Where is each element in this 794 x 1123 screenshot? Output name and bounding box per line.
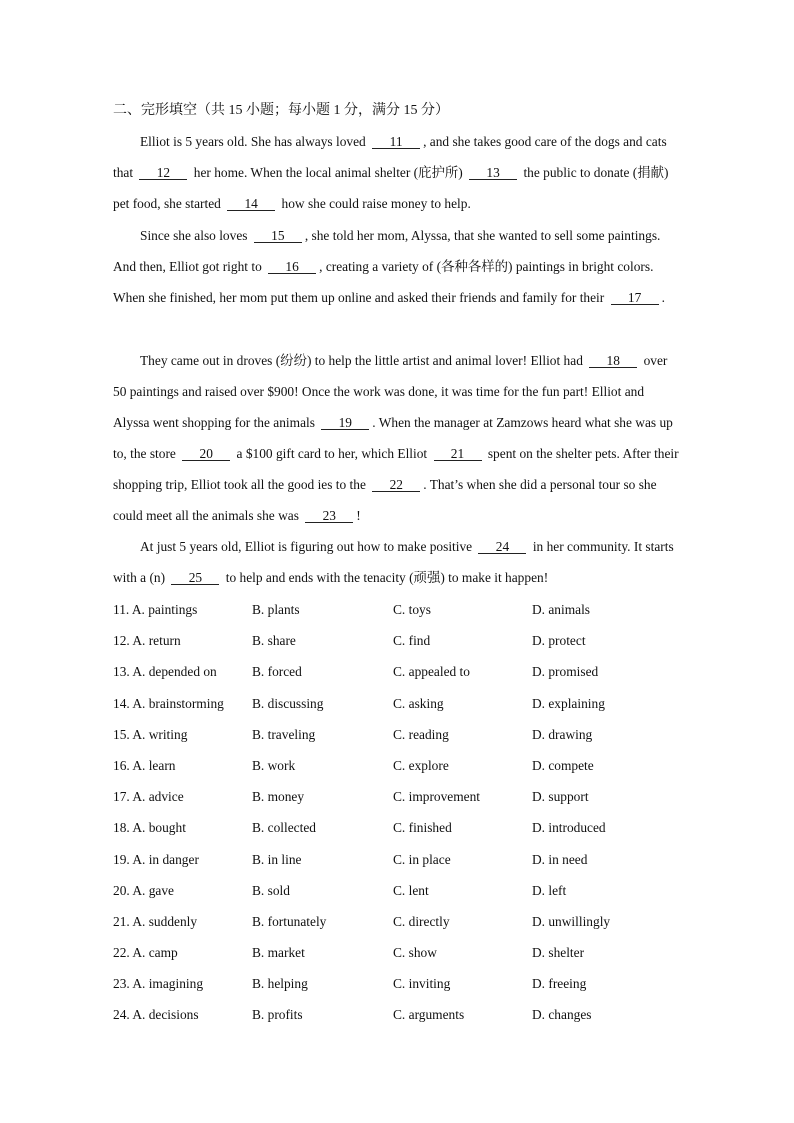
option-c: C. toys xyxy=(393,602,431,617)
option-b: B. in line xyxy=(252,851,302,867)
option-a: 15. A. writing xyxy=(113,726,188,742)
option-a: 16. A. learn xyxy=(113,757,176,773)
option-c: C. arguments xyxy=(393,1007,465,1023)
option-c: C. find xyxy=(393,633,431,649)
option-b: B. forced xyxy=(252,664,302,680)
passage-text: a $100 gift card to her, which Elliot xyxy=(233,446,431,461)
option-a: 17. A. advice xyxy=(113,789,184,805)
option-a: 14. A. brainstorming xyxy=(113,695,224,711)
question-row xyxy=(113,688,713,719)
option-d: D. promised xyxy=(532,664,599,680)
option-c: C. finished xyxy=(393,820,452,836)
option-c: C. show xyxy=(393,945,437,961)
option-d: D. protect xyxy=(532,633,586,649)
passage-text: , creating a variety of (各种各样的) paintings in bright colors. When she finished, her mom put them up online and asked their friends and family for their xyxy=(113,259,654,305)
question-list xyxy=(113,594,713,1031)
passage-text: . When the manager at Zamzows heard what she was up to, the store xyxy=(113,415,673,461)
passage-text: Since she also loves xyxy=(140,228,251,243)
passage-text: to help and ends with the tenacity (顽强) to make it happen! xyxy=(222,570,549,585)
option-b: B. sold xyxy=(252,882,290,898)
option-c: C. inviting xyxy=(393,976,451,992)
option-d: D. changes xyxy=(532,1007,592,1023)
option-b: B. profits xyxy=(252,1007,303,1023)
option-a: 22. A. camp xyxy=(113,945,178,961)
option-b: B. money xyxy=(252,789,305,805)
blank-23: 23 xyxy=(305,509,353,523)
passage-text: ! xyxy=(356,508,361,523)
option-c: C. appealed to xyxy=(393,664,470,680)
option-a: 20. A. gave xyxy=(113,882,174,898)
question-row xyxy=(113,999,713,1030)
option-b: B. work xyxy=(252,757,296,773)
passage-text: . That’s when she did a personal tour so she could meet all the animals she was xyxy=(113,477,657,523)
option-a: 11. A. paintings xyxy=(113,602,198,617)
option-a: 19. A. in danger xyxy=(113,851,199,867)
option-d: D. introduced xyxy=(532,820,606,836)
passage-text: . xyxy=(661,290,665,305)
option-c: C. lent xyxy=(393,882,429,898)
question-row xyxy=(113,594,713,625)
blank-22: 22 xyxy=(372,478,420,492)
section-title: 二、完形填空（共 15 小题；每小题 1 分，满分 15 分） xyxy=(113,103,449,118)
option-c: C. reading xyxy=(393,726,449,742)
option-b: B. collected xyxy=(252,820,316,836)
question-row xyxy=(113,750,713,781)
option-a: 18. A. bought xyxy=(113,820,186,836)
option-d: D. unwillingly xyxy=(532,913,611,929)
blank-12: 12 xyxy=(139,166,187,180)
passage-paragraph-2 xyxy=(113,220,679,313)
passage-text: in her community. It starts with a (n) xyxy=(113,539,674,585)
blank-19: 19 xyxy=(321,416,369,430)
blank-15: 15 xyxy=(254,229,302,243)
passage-paragraph-3 xyxy=(113,345,679,531)
blank-24: 24 xyxy=(478,540,526,554)
option-a: 21. A. suddenly xyxy=(113,913,198,929)
option-b: B. share xyxy=(252,633,296,649)
option-b: B. fortunately xyxy=(252,913,327,929)
blank-21: 21 xyxy=(434,447,482,461)
option-c: C. explore xyxy=(393,757,449,773)
option-c: C. directly xyxy=(393,913,450,929)
blank-16: 16 xyxy=(268,260,316,274)
question-row xyxy=(113,937,713,968)
question-row xyxy=(113,906,713,937)
passage-text: Elliot is 5 years old. She has always loved xyxy=(140,134,370,149)
blank-13: 13 xyxy=(469,166,517,180)
passage-text: her home. When the local animal shelter (庇护所) xyxy=(190,165,467,180)
blank-14: 14 xyxy=(227,197,275,211)
option-d: D. shelter xyxy=(532,945,585,961)
question-row xyxy=(113,968,713,999)
blank-25: 25 xyxy=(171,571,219,585)
option-b: B. helping xyxy=(252,976,308,992)
passage-text: how she could raise money to help. xyxy=(278,196,471,211)
question-row xyxy=(113,781,713,812)
question-row xyxy=(113,719,713,750)
option-b: B. plants xyxy=(252,602,300,617)
option-a: 12. A. return xyxy=(113,633,181,649)
question-row xyxy=(113,625,713,656)
option-d: D. left xyxy=(532,882,567,898)
option-d: D. animals xyxy=(532,602,591,617)
question-row xyxy=(113,656,713,687)
option-c: C. improvement xyxy=(393,789,481,805)
passage-text: They came out in droves (纷纷) to help the little artist and animal lover! Elliot had xyxy=(140,353,587,368)
option-d: D. drawing xyxy=(532,726,593,742)
option-d: D. explaining xyxy=(532,695,605,711)
option-b: B. traveling xyxy=(252,726,316,742)
blank-17: 17 xyxy=(611,291,659,305)
passage-text: , she told her mom, Alyssa, that she wanted to sell some paintings. And then, Elliot got right to xyxy=(113,228,661,274)
passage-text: the public to donate (捐献) pet food, she started xyxy=(113,165,669,211)
passage-paragraph-4 xyxy=(113,531,679,593)
passage-paragraph-1 xyxy=(113,126,679,219)
option-c: C. in place xyxy=(393,851,451,867)
question-row xyxy=(113,844,713,875)
option-c: C. asking xyxy=(393,695,444,711)
option-b: B. market xyxy=(252,945,305,961)
passage-text: At just 5 years old, Elliot is figuring out how to make positive xyxy=(140,539,476,554)
passage-text: spent on the shelter pets. After their shopping trip, Elliot took all the good ies to the xyxy=(113,446,679,492)
blank-20: 20 xyxy=(182,447,230,461)
option-d: D. compete xyxy=(532,757,594,773)
passage-text: , and she takes good care of the dogs and cats that xyxy=(113,134,667,180)
question-row xyxy=(113,875,713,906)
option-d: D. support xyxy=(532,789,589,805)
option-a: 13. A. depended on xyxy=(113,664,217,680)
question-row xyxy=(113,812,713,843)
option-a: 24. A. decisions xyxy=(113,1007,199,1023)
passage-text: over 50 paintings and raised over $900! Once the work was done, it was time for the fun part! Elliot and Alyssa went shopping for the animals xyxy=(113,353,668,430)
blank-18: 18 xyxy=(589,354,637,368)
option-b: B. discussing xyxy=(252,695,324,711)
option-d: D. freeing xyxy=(532,976,587,992)
blank-11: 11 xyxy=(372,135,420,149)
option-d: D. in need xyxy=(532,851,588,867)
option-a: 23. A. imagining xyxy=(113,976,204,992)
